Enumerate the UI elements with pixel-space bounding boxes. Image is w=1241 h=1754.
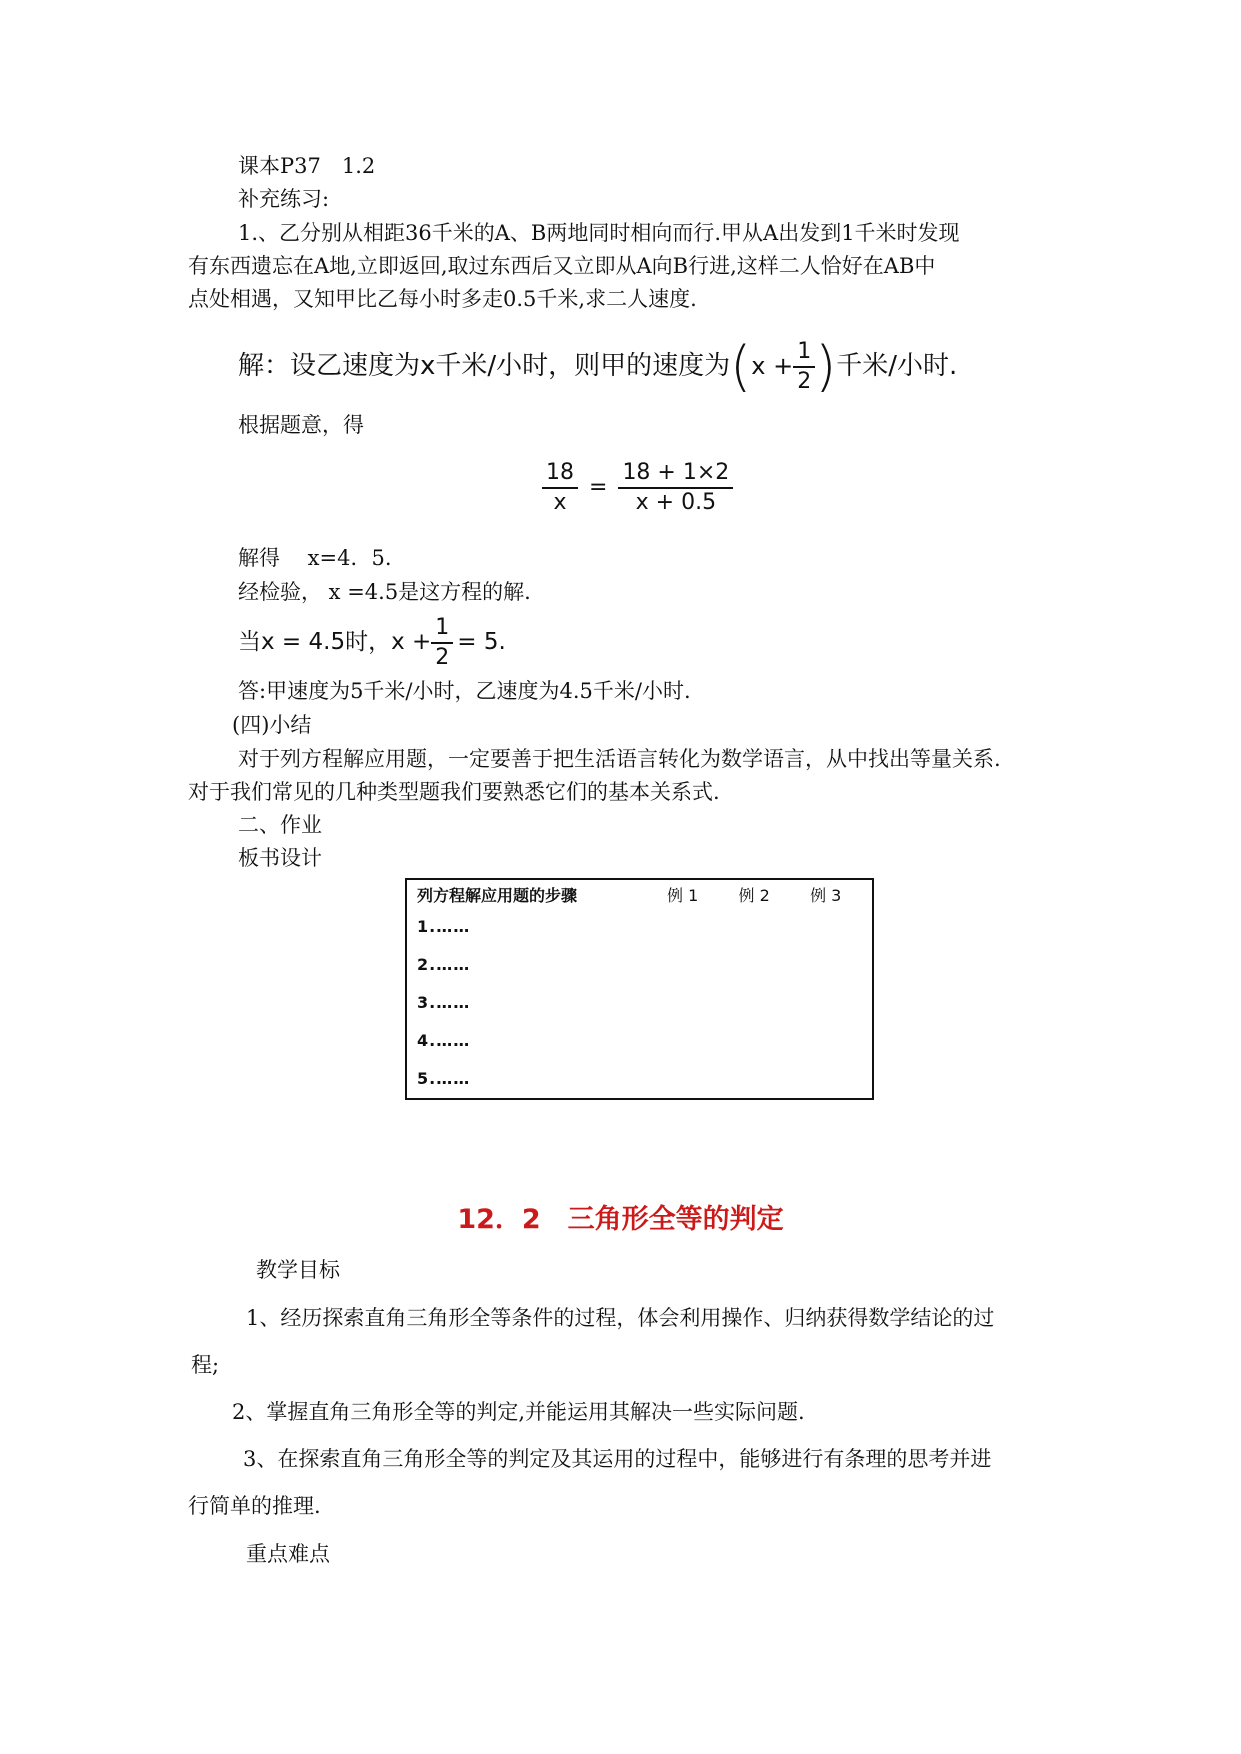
solution-unit: 千米/小时. — [836, 351, 958, 381]
section-title: 12．2 三角形全等的判定 — [457, 1204, 784, 1235]
goal-1-line-2: 程; — [191, 1353, 220, 1377]
solution-setup-text: 解：设乙速度为x千米/小时，则甲的速度为 — [238, 351, 731, 381]
fraction2-numerator: 1 — [431, 617, 453, 644]
goal-3-line-1: 3、在探索直角三角形全等的判定及其运用的过程中，能够进行有条理的思考并进 — [243, 1447, 992, 1471]
step-5: 5.…… — [417, 1069, 471, 1089]
left-paren: ( — [730, 334, 752, 398]
problem-line-3: 点处相遇，又知甲比乙每小时多走0.5千米,求二人速度. — [188, 287, 697, 311]
according-to-problem: 根据题意，得 — [238, 413, 364, 437]
goal-3-line-2: 行简单的推理. — [188, 1494, 321, 1518]
eq-right-numerator: 18 + 1×2 — [618, 462, 733, 489]
board-table-header — [406, 879, 873, 908]
answer: 答:甲速度为5千米/小时，乙速度为4.5千米/小时. — [238, 679, 691, 703]
table-row — [406, 1022, 873, 1060]
board-design-table — [405, 878, 874, 1100]
table-row — [406, 908, 873, 946]
eq-sign: = — [589, 475, 608, 500]
when-substitution — [238, 612, 506, 672]
verification: 经检验， x =4.5是这方程的解. — [238, 580, 531, 604]
teaching-goals-heading: 教学目标 — [256, 1258, 340, 1282]
right-paren: ) — [815, 334, 837, 398]
equation-left-fraction — [542, 462, 578, 514]
step-2: 2.…… — [417, 955, 471, 975]
key-points-heading: 重点难点 — [246, 1542, 330, 1566]
solution-x: x + — [751, 352, 794, 380]
summary-line-2: 对于我们常见的几种类型题我们要熟悉它们的基本关系式. — [188, 780, 720, 804]
summary-line-1: 对于列方程解应用题，一定要善于把生活语言转化为数学语言，从中找出等量关系. — [238, 747, 1001, 771]
supplement-heading: 补充练习: — [238, 187, 330, 211]
fraction-half-2 — [431, 614, 453, 670]
fraction-half — [793, 338, 815, 394]
table-row — [406, 984, 873, 1022]
solved-value: 解得 x=4．5. — [238, 546, 392, 570]
board-header-steps: 列方程解应用题的步骤 — [417, 885, 578, 905]
step-3: 3.…… — [417, 993, 471, 1013]
eq-left-numerator: 18 — [542, 462, 578, 489]
textbook-ref: 课本P37 1.2 — [238, 154, 376, 178]
fraction-denominator: 2 — [797, 368, 812, 394]
fraction-numerator: 1 — [793, 341, 815, 368]
solution-setup — [238, 336, 957, 396]
homework-heading: 二、作业 — [238, 813, 322, 837]
step-1: 1.…… — [417, 917, 471, 937]
equation-right-fraction — [618, 462, 733, 514]
step-4: 4.…… — [417, 1031, 471, 1051]
when-result: = 5. — [457, 629, 506, 655]
eq-left-denominator: x — [553, 490, 567, 515]
goal-2: 2、掌握直角三角形全等的判定,并能运用其解决一些实际问题. — [232, 1400, 805, 1424]
when-text: 当x = 4.5时，x + — [238, 629, 432, 655]
summary-heading: (四)小结 — [232, 713, 312, 737]
board-design-heading: 板书设计 — [238, 846, 322, 870]
problem-line-2: 有东西遗忘在A地,立即返回,取过东西后又立即从A向B行进,这样二人恰好在AB中 — [188, 254, 936, 278]
eq-right-denominator: x + 0.5 — [635, 490, 717, 515]
table-row — [406, 946, 873, 984]
board-header-example-2: 例 2 — [738, 885, 770, 905]
fraction2-denominator: 2 — [435, 644, 450, 670]
table-row — [406, 1060, 873, 1099]
board-header-example-1: 例 1 — [667, 885, 699, 905]
board-header-example-3: 例 3 — [810, 885, 842, 905]
equation — [542, 462, 733, 514]
problem-line-1: 1.、乙分别从相距36千米的A、B两地同时相向而行.甲从A出发到1千米时发现 — [238, 221, 960, 245]
goal-1-line-1: 1、经历探索直角三角形全等条件的过程，体会利用操作、归纳获得数学结论的过 — [246, 1306, 995, 1330]
